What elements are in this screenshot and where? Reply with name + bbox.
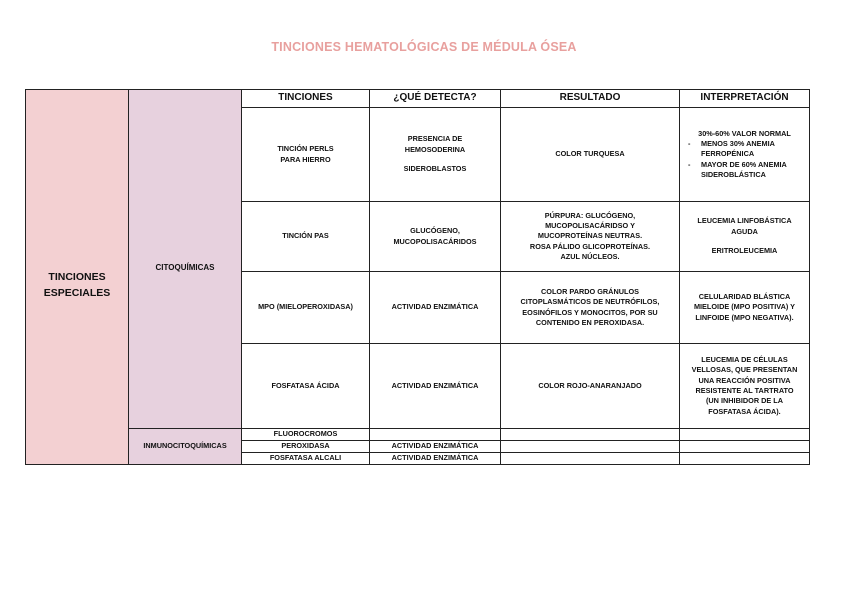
stain-detects [370,429,501,441]
subcategory-inmunocitoquimicas: INMUNOCITOQUÍMICAS [129,429,242,465]
stain-interpretation: LEUCEMIA DE CÉLULAS VELLOSAS, QUE PRESENTAN UNA REACCIÓN POSITIVA RESISTENTE AL TARTRATO (UN INHIBIDOR DE LA FOSFATASA ÁCIDA). [680,344,810,429]
category-cell [26,108,129,465]
subcategory-citoquimicas: CITOQUÍMICAS [129,108,242,429]
stain-detects: GLUCÓGENO, MUCOPOLISACÁRIDOS [370,202,501,272]
stain-result [501,453,680,465]
stain-interpretation: CELULARIDAD BLÁSTICA MIELOIDE (MPO POSITIVA) Y LINFOIDE (MPO NEGATIVA). [680,272,810,344]
stain-interpretation [680,441,810,453]
stain-detects: PRESENCIA DE HEMOSODERINA SIDEROBLASTOS [370,108,501,202]
stain-name: FOSFATASA ÁCIDA [242,344,370,429]
table-row [26,108,810,202]
header-interpretacion: INTERPRETACIÓN [680,90,810,108]
category-header-empty [26,90,129,108]
category-label-2: ESPECIALES [43,286,111,299]
table-row [26,429,810,441]
list-item: - MAYOR DE 60% ANEMIA SIDEROBLÁSTICA [683,160,806,181]
stain-detects: ACTIVIDAD ENZIMÁTICA [370,344,501,429]
category-label-1: TINCIONES [48,271,106,283]
page-title: TINCIONES HEMATOLÓGICAS DE MÉDULA ÓSEA [271,40,577,54]
stain-name: FOSFATASA ALCALI [242,453,370,465]
stain-result: PÚRPURA: GLUCÓGENO, MUCOPOLISACÁRIDSO Y MUCOPROTEÍNAS NEUTRAS. ROSA PÁLIDO GLICOPROTEÍNAS. AZUL NÚCLEOS. [501,202,680,272]
list-item: - MENOS 30% ANEMIA FERROPÉNICA [683,139,806,160]
stain-result [501,441,680,453]
header-tinciones: TINCIONES [242,90,370,108]
stain-name: MPO (MIELOPEROXIDASA) [242,272,370,344]
stain-name: PEROXIDASA [242,441,370,453]
stain-result: COLOR TURQUESA [501,108,680,202]
header-resultado: RESULTADO [501,90,680,108]
stain-name: TINCIÓN PAS [242,202,370,272]
stain-interpretation: LEUCEMIA LINFOBÁSTICA AGUDA ERITROLEUCEMIA [680,202,810,272]
stain-interpretation: 30%-60% VALOR NORMAL - MENOS 30% ANEMIA FERROPÉNICA - MAYOR DE 60% ANEMIA SIDEROBLÁSTICA [680,108,810,202]
stain-interpretation [680,453,810,465]
stain-name: TINCIÓN PERLS PARA HIERRO [242,108,370,202]
stain-interpretation [680,429,810,441]
stain-name: FLUOROCROMOS [242,429,370,441]
stain-detects: ACTIVIDAD ENZIMÁTICA [370,441,501,453]
subcategory-header-empty [129,90,242,108]
header-row [26,90,810,108]
stain-result: COLOR ROJO-ANARANJADO [501,344,680,429]
stain-result: COLOR PARDO GRÁNULOS CITOPLASMÁTICOS DE NEUTRÓFILOS, EOSINÓFILOS Y MONOCITOS, POR SU CONTENIDO EN PEROXIDASA. [501,272,680,344]
stain-detects: ACTIVIDAD ENZIMÁTICA [370,453,501,465]
header-detecta: ¿QUÉ DETECTA? [370,90,501,108]
stains-table [25,89,810,465]
stain-detects: ACTIVIDAD ENZIMÁTICA [370,272,501,344]
stain-result [501,429,680,441]
